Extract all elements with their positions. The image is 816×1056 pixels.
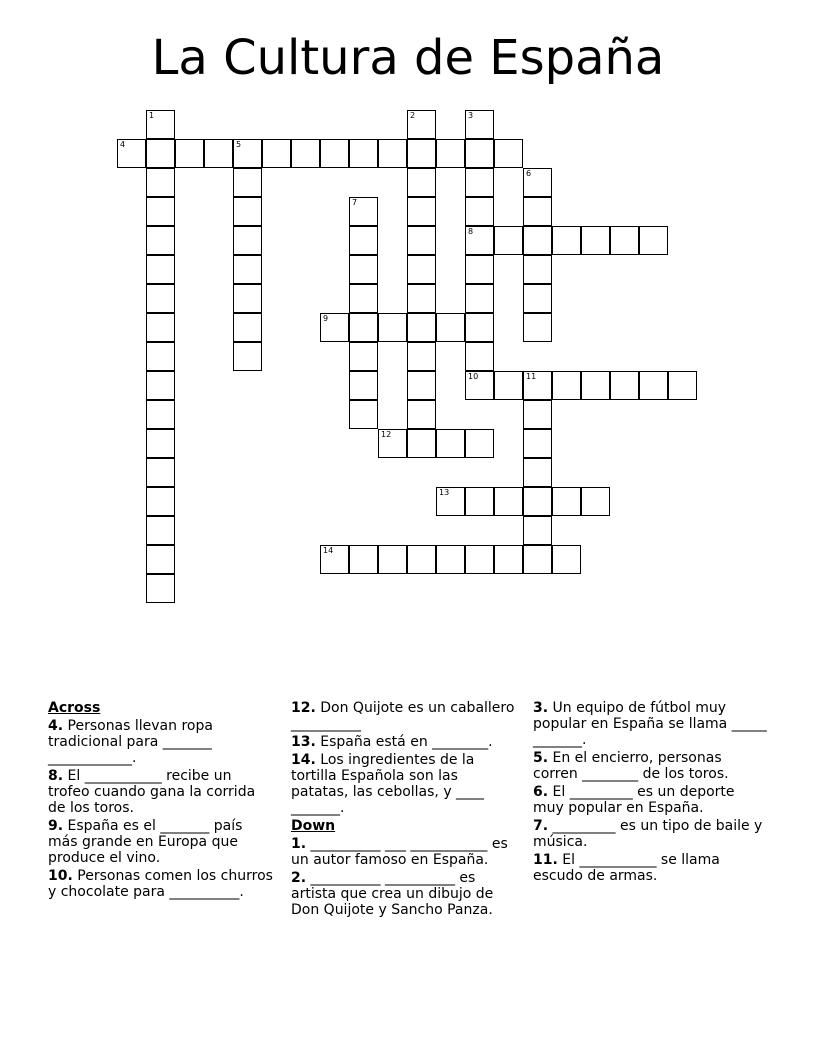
- crossword-cell[interactable]: [407, 313, 436, 342]
- crossword-cell[interactable]: [523, 226, 552, 255]
- crossword-cell[interactable]: [523, 400, 552, 429]
- across-heading: Across: [48, 700, 101, 716]
- crossword-cell[interactable]: [465, 226, 494, 255]
- clue-text: __________ ___ ___________ es un autor famoso en España.: [291, 836, 508, 868]
- crossword-cell[interactable]: [349, 545, 378, 574]
- crossword-cell[interactable]: [494, 371, 523, 400]
- crossword-cell[interactable]: [407, 545, 436, 574]
- crossword-cell[interactable]: [146, 226, 175, 255]
- crossword-cell[interactable]: [581, 371, 610, 400]
- clue-text: El ___________ recibe un trofeo cuando gana la corrida de los toros.: [48, 768, 256, 816]
- crossword-cell[interactable]: [146, 371, 175, 400]
- crossword-cell[interactable]: [233, 139, 262, 168]
- clue-text: España es el _______ país más grande en Europa que produce el vino.: [48, 818, 243, 866]
- crossword-cell[interactable]: [407, 168, 436, 197]
- clue-number: 13.: [291, 734, 316, 750]
- crossword-cell[interactable]: [146, 284, 175, 313]
- clue-number: 1.: [291, 836, 307, 852]
- crossword-cell[interactable]: [581, 226, 610, 255]
- crossword-cell[interactable]: [407, 197, 436, 226]
- cell-number: 10: [468, 372, 479, 381]
- down-clue-5: [533, 750, 769, 782]
- crossword-cell[interactable]: [494, 545, 523, 574]
- crossword-cell[interactable]: [523, 168, 552, 197]
- across-clue-4: [48, 718, 276, 766]
- crossword-cell[interactable]: [262, 139, 291, 168]
- across-clue-14: [291, 752, 519, 816]
- across-clue-12: [291, 700, 519, 732]
- clue-text: El ___________ se llama escudo de armas.: [533, 852, 720, 884]
- crossword-cell[interactable]: [378, 429, 407, 458]
- crossword-cell[interactable]: [407, 255, 436, 284]
- crossword-cell[interactable]: [465, 342, 494, 371]
- crossword-cell[interactable]: [204, 139, 233, 168]
- down-clue-2: [291, 870, 519, 918]
- clue-number: 10.: [48, 868, 73, 884]
- clue-text: _________ es un tipo de baile y música.: [533, 818, 763, 850]
- crossword-cell[interactable]: [552, 371, 581, 400]
- crossword-cell[interactable]: [146, 313, 175, 342]
- down-heading: Down: [291, 818, 336, 834]
- crossword-cell[interactable]: [349, 400, 378, 429]
- crossword-cell[interactable]: [668, 371, 697, 400]
- crossword-cell[interactable]: [436, 487, 465, 516]
- crossword-cell[interactable]: [494, 139, 523, 168]
- crossword-cell[interactable]: [465, 255, 494, 284]
- crossword-cell[interactable]: [233, 168, 262, 197]
- across-clue-8: [48, 768, 276, 816]
- crossword-cell[interactable]: [146, 110, 175, 139]
- clue-text: Un equipo de fútbol muy popular en España se llama _____ _______.: [533, 700, 767, 748]
- clue-number: 9.: [48, 818, 64, 834]
- clue-number: 3.: [533, 700, 549, 716]
- crossword-cell[interactable]: [465, 168, 494, 197]
- crossword-cell[interactable]: [523, 458, 552, 487]
- crossword-cell[interactable]: [320, 139, 349, 168]
- crossword-cell[interactable]: [465, 197, 494, 226]
- down-clue-7: [533, 818, 769, 850]
- down-clue-3: [533, 700, 769, 748]
- crossword-cell[interactable]: [233, 313, 262, 342]
- crossword-cell[interactable]: [349, 284, 378, 313]
- cell-number: 7: [352, 198, 358, 207]
- crossword-cell[interactable]: [523, 516, 552, 545]
- crossword-cell[interactable]: [494, 226, 523, 255]
- crossword-cell[interactable]: [233, 284, 262, 313]
- clue-number: 5.: [533, 750, 549, 766]
- down-clue-6: [533, 784, 769, 816]
- crossword-cell[interactable]: [407, 371, 436, 400]
- clue-number: 11.: [533, 852, 558, 868]
- crossword-cell[interactable]: [436, 313, 465, 342]
- crossword-cell[interactable]: [378, 545, 407, 574]
- crossword-cell[interactable]: [146, 516, 175, 545]
- crossword-cell[interactable]: [233, 197, 262, 226]
- crossword-cell[interactable]: [146, 400, 175, 429]
- crossword-cell[interactable]: [349, 313, 378, 342]
- crossword-cell[interactable]: [407, 226, 436, 255]
- crossword-cell[interactable]: [146, 458, 175, 487]
- clue-text: Personas llevan ropa tradicional para _______ ____________.: [48, 718, 213, 766]
- clue-number: 6.: [533, 784, 549, 800]
- clue-number: 12.: [291, 700, 316, 716]
- cell-number: 9: [323, 314, 329, 323]
- crossword-cell[interactable]: [349, 226, 378, 255]
- crossword-cell[interactable]: [146, 139, 175, 168]
- clue-text: Los ingredientes de la tortilla Española son las patatas, las cebollas, y ____ _______.: [291, 752, 485, 816]
- clue-text: __________ __________ es artista que crea un dibujo de Don Quijote y Sancho Panza.: [291, 870, 494, 918]
- crossword-cell[interactable]: [639, 371, 668, 400]
- crossword-cell[interactable]: [465, 371, 494, 400]
- cell-number: 3: [468, 111, 474, 120]
- cell-number: 13: [439, 488, 450, 497]
- crossword-cell[interactable]: [465, 429, 494, 458]
- across-clue-9: [48, 818, 276, 866]
- crossword-cell[interactable]: [146, 168, 175, 197]
- crossword-cell[interactable]: [436, 429, 465, 458]
- crossword-cell[interactable]: [610, 371, 639, 400]
- clue-number: 7.: [533, 818, 549, 834]
- crossword-cell[interactable]: [146, 429, 175, 458]
- crossword-cell[interactable]: [552, 226, 581, 255]
- crossword-cell[interactable]: [407, 400, 436, 429]
- crossword-cell[interactable]: [523, 197, 552, 226]
- crossword-cell[interactable]: [349, 371, 378, 400]
- across-clue-10: [48, 868, 276, 900]
- crossword-cell[interactable]: [320, 545, 349, 574]
- crossword-cell[interactable]: [523, 284, 552, 313]
- crossword-cell[interactable]: [552, 545, 581, 574]
- crossword-cell[interactable]: [175, 139, 204, 168]
- clue-number: 8.: [48, 768, 64, 784]
- clue-number: 14.: [291, 752, 316, 768]
- clue-number: 2.: [291, 870, 307, 886]
- crossword-cell[interactable]: [233, 226, 262, 255]
- crossword-cell[interactable]: [523, 255, 552, 284]
- crossword-cell[interactable]: [233, 342, 262, 371]
- clue-text: El _________ es un deporte muy popular en España.: [533, 784, 735, 816]
- clues-column-1: [48, 700, 276, 902]
- crossword-cell[interactable]: [349, 139, 378, 168]
- crossword-cell[interactable]: [378, 313, 407, 342]
- crossword-cell[interactable]: [233, 255, 262, 284]
- cell-number: 8: [468, 227, 474, 236]
- crossword-cell[interactable]: [407, 429, 436, 458]
- clue-text: Don Quijote es un caballero __________: [291, 700, 515, 732]
- page-title: La Cultura de España: [151, 30, 665, 86]
- cell-number: 2: [410, 111, 416, 120]
- crossword-cell[interactable]: [523, 313, 552, 342]
- crossword-cell[interactable]: [320, 313, 349, 342]
- crossword-cell[interactable]: [465, 139, 494, 168]
- crossword-cell[interactable]: [465, 110, 494, 139]
- clue-number: 4.: [48, 718, 64, 734]
- clue-text: En el encierro, personas corren ________ de los toros.: [533, 750, 729, 782]
- crossword-cell[interactable]: [378, 139, 407, 168]
- crossword-cell[interactable]: [291, 139, 320, 168]
- crossword-cell[interactable]: [523, 545, 552, 574]
- clue-text: España está en ________.: [320, 734, 493, 750]
- cell-number: 5: [236, 140, 242, 149]
- crossword-cell[interactable]: [581, 487, 610, 516]
- crossword-cell[interactable]: [146, 197, 175, 226]
- crossword-cell[interactable]: [465, 487, 494, 516]
- cell-number: 11: [526, 372, 537, 381]
- cell-number: 1: [149, 111, 155, 120]
- cell-number: 6: [526, 169, 532, 178]
- crossword-cell[interactable]: [465, 284, 494, 313]
- crossword-cell[interactable]: [146, 574, 175, 603]
- cell-number: 14: [323, 546, 334, 555]
- crossword-cell[interactable]: [349, 255, 378, 284]
- crossword-cell[interactable]: [146, 545, 175, 574]
- clues-column-3: [533, 700, 769, 886]
- crossword-cell[interactable]: [465, 313, 494, 342]
- across-clue-13: [291, 734, 519, 750]
- down-clue-1: [291, 836, 519, 868]
- crossword-cell[interactable]: [407, 342, 436, 371]
- down-clue-11: [533, 852, 769, 884]
- crossword-cell[interactable]: [117, 139, 146, 168]
- crossword-cell[interactable]: [407, 139, 436, 168]
- clues-column-2: [291, 700, 519, 920]
- crossword-cell[interactable]: [407, 284, 436, 313]
- crossword-cell[interactable]: [349, 197, 378, 226]
- crossword-cell[interactable]: [523, 487, 552, 516]
- clue-text: Personas comen los churros y chocolate para __________.: [48, 868, 273, 900]
- crossword-cell[interactable]: [349, 342, 378, 371]
- crossword-cell[interactable]: [552, 487, 581, 516]
- crossword-cell[interactable]: [146, 342, 175, 371]
- crossword-cell[interactable]: [407, 110, 436, 139]
- crossword-cell[interactable]: [494, 487, 523, 516]
- crossword-cell[interactable]: [436, 139, 465, 168]
- cell-number: 12: [381, 430, 392, 439]
- crossword-cell[interactable]: [436, 545, 465, 574]
- crossword-cell[interactable]: [523, 429, 552, 458]
- crossword-cell[interactable]: [639, 226, 668, 255]
- crossword-cell[interactable]: [610, 226, 639, 255]
- crossword-cell[interactable]: [146, 255, 175, 284]
- crossword-cell[interactable]: [465, 545, 494, 574]
- crossword-cell[interactable]: [523, 371, 552, 400]
- crossword-cell[interactable]: [146, 487, 175, 516]
- cell-number: 4: [120, 140, 126, 149]
